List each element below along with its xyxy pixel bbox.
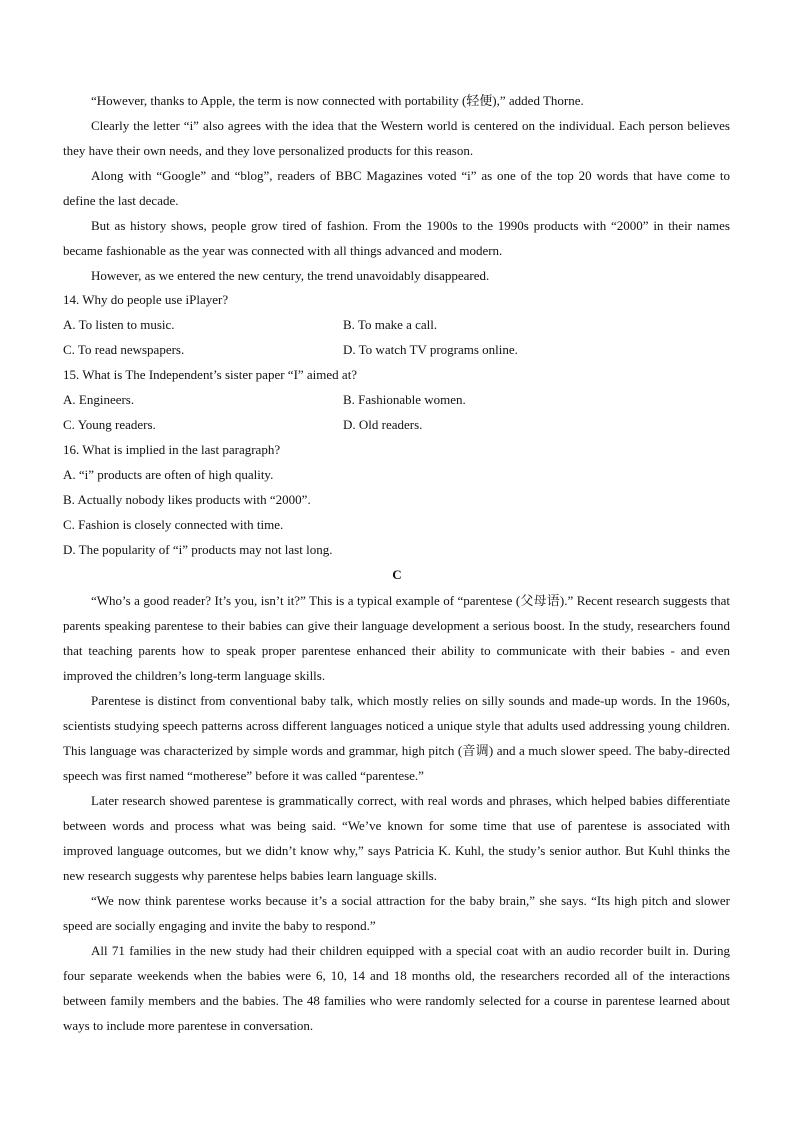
section-c-paragraph: Parentese is distinct from conventional baby talk, which mostly relies on silly sounds and made-up words. In the 1960s, scientists studying speech patterns across different languages noticed a unique style that adults used addressing young children. This language was characterized by simple words and grammar, high pitch (音调) and a much slower speed. The baby-directed speech was first named “motherese” before it was called “parentese.” [63, 693, 730, 783]
section-heading: C [392, 567, 402, 582]
passage-b-paragraph: But as history shows, people grow tired of fashion. From the 1900s to the 1990s products with “2000” in their names became fashionable as the year was connected with all things advanced and modern. [63, 218, 730, 258]
passage-b-paragraph: However, as we entered the new century, the trend unavoidably disappeared. [91, 268, 490, 283]
answer-option[interactable]: B. Actually nobody likes products with “2000”. [63, 492, 311, 507]
question-stem: 15. What is The Independent’s sister paper “I” aimed at? [63, 367, 358, 382]
section-c-paragraph: “Who’s a good reader? It’s you, isn’t it?” This is a typical example of “parentese (父母语).” Recent research suggests that parents speaking parentese to their babies can give their language development a serious boost. In the study, researchers found that teaching parents how to speak proper parentese enhanced their ability to communicate with their babies - and even improved the children’s long-term language skills. [63, 593, 730, 683]
section-c-paragraph: All 71 families in the new study had their children equipped with a special coat with an audio recorder built in. During four separate weekends when the babies were 6, 10, 14 and 18 months old, the researchers recorded all of the interactions between family members and the babies. The 48 families who were randomly selected for a course in parentese learned about ways to include more parentese in conversation. [63, 943, 730, 1033]
question-stem: 14. Why do people use iPlayer? [63, 292, 229, 307]
passage-b-paragraph: Along with “Google” and “blog”, readers of BBC Magazines voted “i” as one of the top 20 words that have come to define the last decade. [63, 168, 730, 208]
answer-option[interactable]: D. The popularity of “i” products may not last long. [63, 542, 333, 557]
answer-option[interactable]: A. “i” products are often of high quality. [63, 467, 274, 482]
passage-b-paragraph: “However, thanks to Apple, the term is now connected with portability (轻便),” added Thorne. [91, 93, 584, 108]
answer-option[interactable]: C. Fashion is closely connected with time. [63, 517, 284, 532]
question-stem: 16. What is implied in the last paragraph? [63, 442, 281, 457]
answer-option[interactable]: D. Old readers. [343, 417, 423, 432]
answer-option[interactable]: A. To listen to music. [63, 317, 175, 332]
passage-b-paragraph: Clearly the letter “i” also agrees with the idea that the Western world is centered on the individual. Each person believes they have their own needs, and they love personalized products for this reason. [63, 118, 730, 158]
answer-option[interactable]: D. To watch TV programs online. [343, 342, 518, 357]
answer-option[interactable]: C. Young readers. [63, 417, 156, 432]
answer-option[interactable]: B. Fashionable women. [343, 392, 466, 407]
answer-option[interactable]: C. To read newspapers. [63, 342, 185, 357]
section-c-paragraph: Later research showed parentese is grammatically correct, with real words and phrases, which helped babies differentiate between words and process what was being said. “We’ve known for some time that use of parentese is associated with improved language outcomes, but we didn’t know why,” says Patricia K. Kuhl, the study’s senior author. But Kuhl thinks the new research suggests why parentese helps babies learn language skills. [63, 793, 730, 883]
answer-option[interactable]: B. To make a call. [343, 317, 438, 332]
answer-option[interactable]: A. Engineers. [63, 392, 135, 407]
section-c-paragraph: “We now think parentese works because it’s a social attraction for the baby brain,” she says. “Its high pitch and slower speed are socially engaging and invite the baby to respond.” [63, 893, 730, 933]
